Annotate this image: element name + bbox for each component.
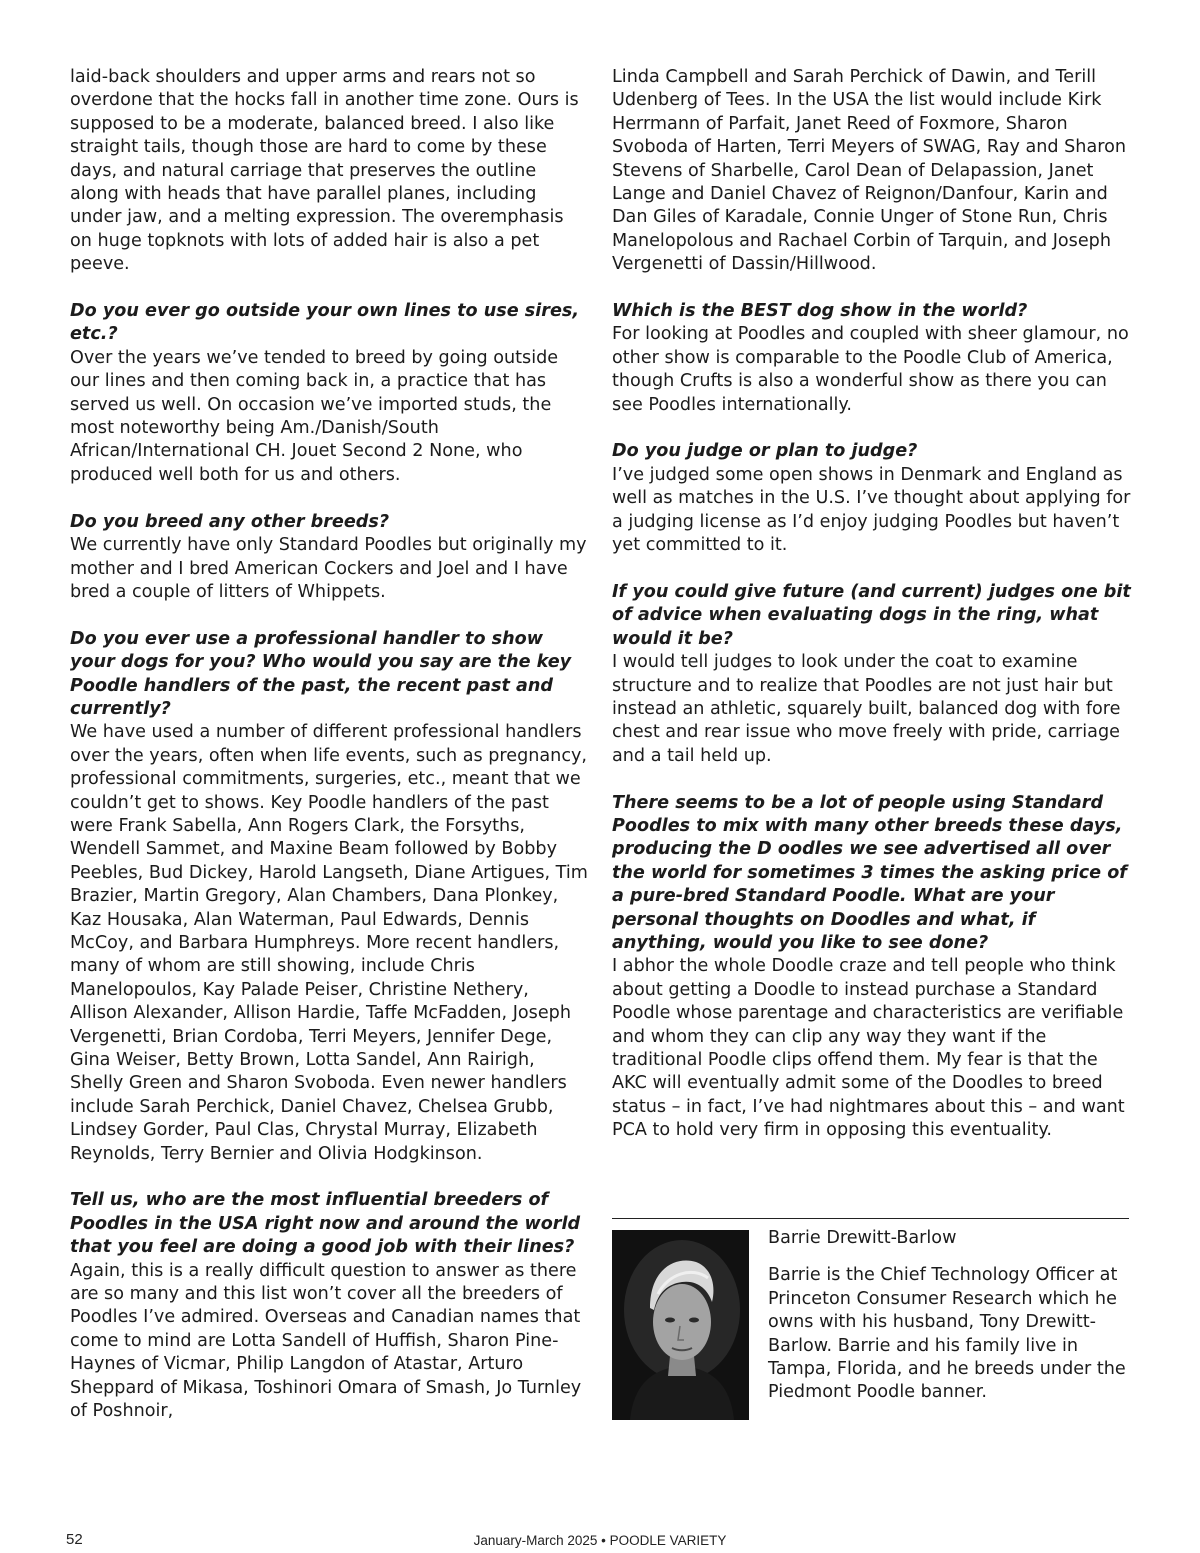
interview-answer: Over the years we’ve tended to breed by going outside our lines and then coming back in, a practice that has served us well. On occasion we’ve imported studs, the most noteworthy being Am./Danish/South African/International CH. Jouet Second 2 None, who produced well both for us and others. bbox=[70, 347, 559, 485]
paragraph: laid-back shoulders and upper arms and rears not so overdone that the hocks fall in another time zone. Ours is supposed to be a moderate, balanced breed. I also like straight tails, though those are hard to come by these days, and natural carriage that preserves the outline along with heads that have parallel planes, including under jaw, and a melting expression. The overemphasis on huge topknots with lots of added hair is also a pet peeve. bbox=[70, 67, 579, 275]
right-column bbox=[612, 66, 1132, 1143]
bio-text bbox=[768, 1227, 1128, 1405]
interview-answer: For looking at Poodles and coupled with sheer glamour, no other show is comparable to the Poodle Club of America, though Crufts is also a wonderful show as there you can see Poodles internationally. bbox=[612, 324, 1129, 415]
author-name: Barrie Drewitt-Barlow bbox=[768, 1228, 957, 1248]
interview-answer: Again, this is a really difficult question to answer as there are so many and this list won’t cover all the breeders of Poodles I’ve admired. Overseas and Canadian names that come to mind are Lotta Sandell of Huffish, Sharon Pine-Haynes of Vicmar, Philip Langdon of Atastar, Arturo Sheppard of Mikasa, Toshinori Omara of Smash, Jo Turnley of Poshnoir, bbox=[70, 1260, 582, 1422]
interview-answer: I abhor the whole Doodle craze and tell people who think about getting a Doodle to instead purchase a Standard Poodle whose parentage and characteristics are verifiable and whom they can clip any way they want if the traditional Poodle clips offend them. My fear is that the AKC will eventually admit some of the Doodles to breed status – in fact, I’ve had nightmares about this – and want PCA to hold very firm in opposing this eventuality. bbox=[612, 956, 1125, 1141]
interview-question: Do you breed any other breeds? bbox=[70, 511, 390, 532]
interview-question: Which is the BEST dog show in the world? bbox=[612, 301, 1028, 322]
interview-question: There seems to be a lot of people using Standard Poodles to mix with many other breeds these days, producing the D oodles we see advertised all over the world for sometimes 3 times the asking price of a pure-bred Standard Poodle. What are your personal thoughts on Doodles and what, if anything, would you like to see done? bbox=[612, 792, 1127, 953]
page-number: 52 bbox=[66, 1531, 83, 1548]
interview-answer: We have used a number of different professional handlers over the years, often when life events, such as pregnancy, professional commitments, surgeries, etc., meant that we couldn’t get to shows. Key Poodle handlers of the past were Frank Sabella, Ann Rogers Clark, the Forsyths, Wendell Sammet, and Maxine Beam followed by Bobby Peebles, Bud Dickey, Harold Langseth, Diane Artigues, Tim Brazier, Martin Gregory, Alan Chambers, Dana Plonkey, Kaz Housaka, Alan Waterman, Paul Edwards, Dennis McCoy, and Barbara Humphreys. More recent handlers, many of whom are still showing, include Chris Manelopoulos, Kay Palade Peiser, Christine Nethery, Allison Alexander, Allison Hardie, Taffe McFadden, Joseph Vergenetti, Brian Cordoba, Terri Meyers, Jennifer Dege, Gina Weiser, Betty Brown, Lotta Sandel, Ann Rairigh, Shelly Green and Sharon Svoboda. Even newer handlers include Sarah Perchick, Daniel Chavez, Chelsea Grubb, Lindsey Gorder, Paul Clas, Chrystal Murray, Elizabeth Reynolds, Terry Bernier and Olivia Hodgkinson. bbox=[70, 722, 588, 1164]
interview-answer: We currently have only Standard Poodles but originally my mother and I bred American Cockers and Joel and I have bred a couple of litters of Whippets. bbox=[70, 535, 587, 602]
interview-answer: I’ve judged some open shows in Denmark and England as well as matches in the U.S. I’ve thought about applying for a judging license as I’d enjoy judging Poodles but haven’t yet committed to it. bbox=[612, 464, 1131, 556]
interview-question: If you could give future (and current) judges one bit of advice when evaluating dogs in the ring, what would it be? bbox=[612, 581, 1131, 649]
interview-question: Do you ever go outside your own lines to use sires, etc.? bbox=[70, 301, 580, 345]
left-column bbox=[70, 66, 590, 1424]
interview-answer: I would tell judges to look under the coat to examine structure and to realize that Poodles are not just hair but instead an athletic, squarely built, balanced dog with fore chest and rear issue who move freely with pride, carriage and a tail held up. bbox=[612, 652, 1121, 766]
portrait-image bbox=[612, 1230, 749, 1420]
interview-question: Tell us, who are the most influential breeders of Poodles in the USA right now and around the world that you feel are doing a good job with their lines? bbox=[70, 1190, 581, 1258]
author-bio bbox=[612, 1218, 1129, 1403]
publication-footer: January-March 2025 • POODLE VARIETY bbox=[473, 1533, 727, 1548]
interview-question: Do you judge or plan to judge? bbox=[612, 441, 918, 462]
interview-answer-continued: Linda Campbell and Sarah Perchick of Dawin, and Terill Udenberg of Tees. In the USA the list would include Kirk Herrmann of Parfait, Janet Reed of Foxmore, Sharon Svoboda of Harten, Terri Meyers of SWAG, Ray and Sharon Stevens of Sharbelle, Carol Dean of Delapassion, Janet Lange and Daniel Chavez of Reignon/Danfour, Karin and Dan Giles of Karadale, Connie Unger of Stone Run, Chris Manelopolous and Rachael Corbin of Tarquin, and Joseph Vergenetti of Dassin/Hillwood. bbox=[612, 67, 1126, 275]
author-description: Barrie is the Chief Technology Officer at Princeton Consumer Research which he owns with his husband, Tony Drewitt-Barlow. Barrie and his family live in Tampa, Florida, and he breeds under the Piedmont Poodle banner. bbox=[768, 1265, 1126, 1403]
interview-question: Do you ever use a professional handler to show your dogs for you? Who would you say are the key Poodle handlers of the past, the recent past and currently? bbox=[70, 628, 572, 719]
author-photo bbox=[612, 1230, 749, 1420]
